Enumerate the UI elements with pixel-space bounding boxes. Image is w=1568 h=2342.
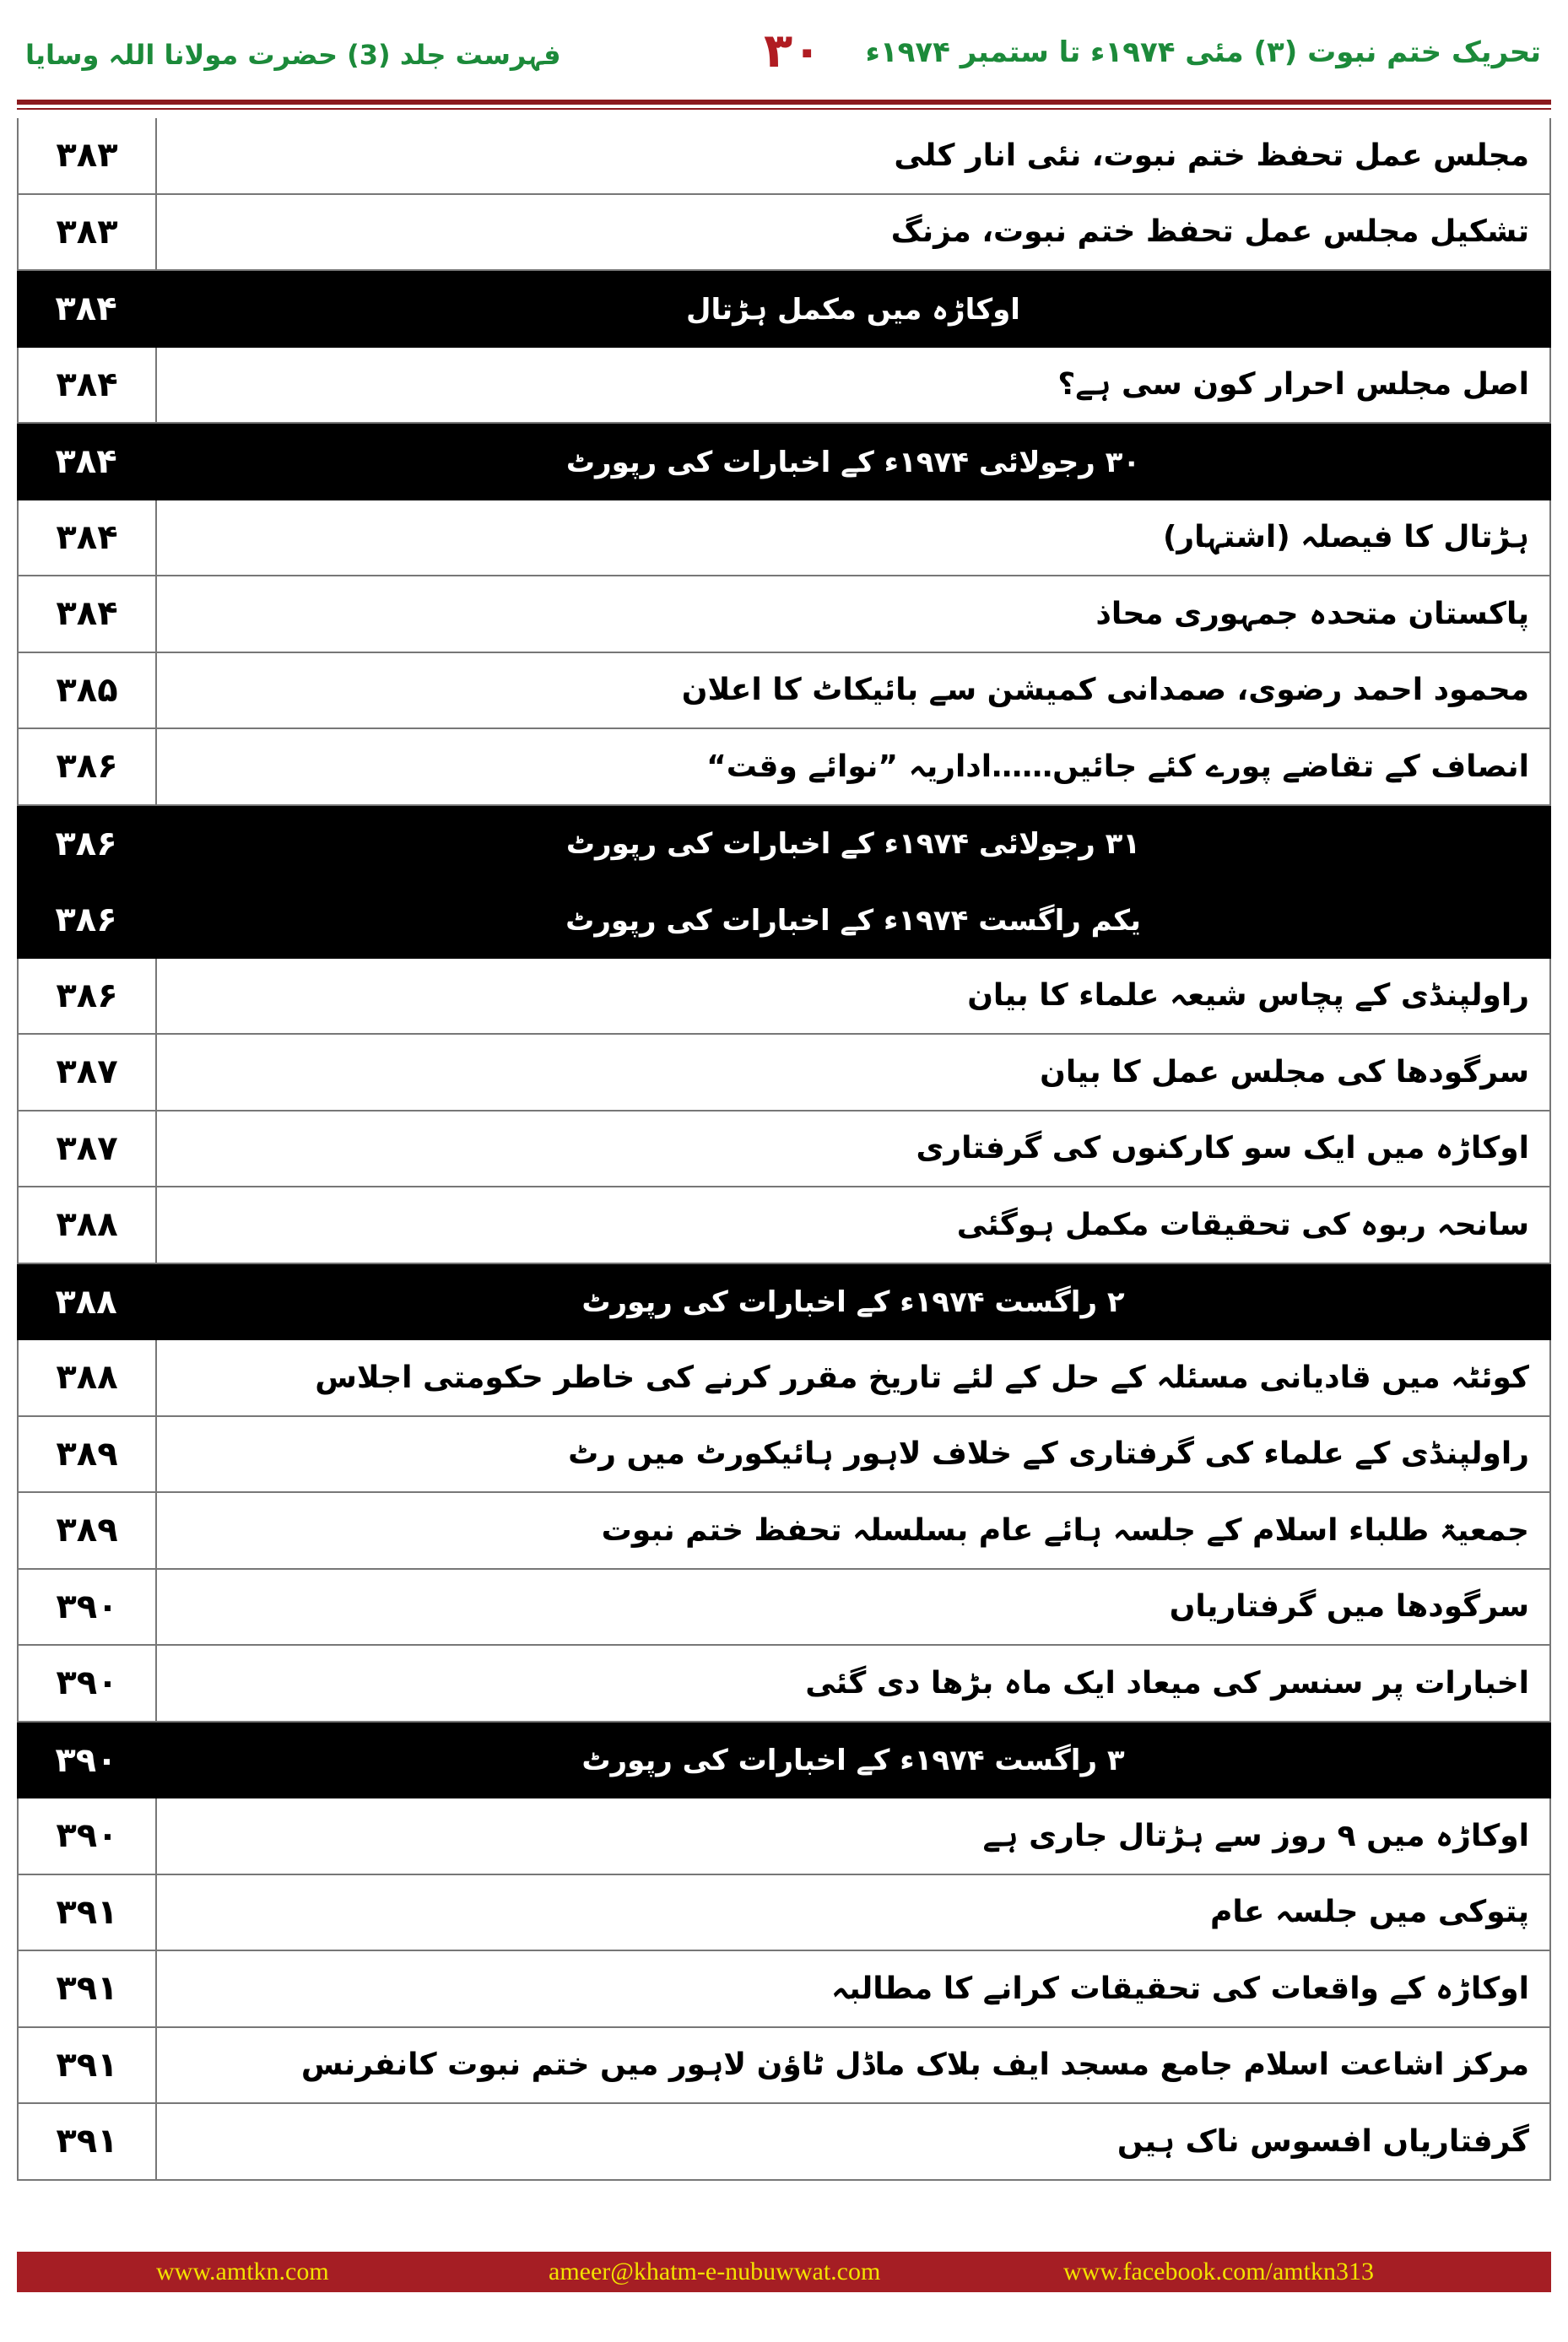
- footer-website-link[interactable]: www.amtkn.com: [156, 2258, 329, 2285]
- toc-row: [17, 1875, 1551, 1952]
- toc-section-heading: [17, 424, 1551, 500]
- toc-page-number: ۳۸۴: [19, 348, 157, 423]
- toc-entry-title: کوئٹہ میں قادیانی مسئلہ کے حل کے لئے تاریخ مقرر کرنے کی خاطر حکومتی اجلاس: [315, 1360, 1529, 1395]
- toc-page-number: ۳۸۴: [55, 442, 117, 482]
- toc-page-number: ۳۸۴: [19, 576, 157, 652]
- toc-entry-title: یکم راگست ۱۹۷۴ء کے اخبارات کی رپورٹ: [565, 903, 1141, 938]
- toc-entry-title: راولپنڈی کے پچاس شیعہ علماء کا بیان: [967, 978, 1529, 1014]
- toc-entry-title: ۳ راگست ۱۹۷۴ء کے اخبارات کی رپورٹ: [581, 1744, 1125, 1778]
- toc-page-number: ۳۸۵: [19, 653, 157, 728]
- toc-page-number: ۳۸۶: [19, 959, 157, 1034]
- toc-row: [17, 1417, 1551, 1494]
- toc-page-number: ۳۸۳: [19, 195, 157, 270]
- toc-page-number: ۳۹۱: [19, 1951, 157, 2026]
- toc-row: [17, 576, 1551, 653]
- toc-page-number: ۳۸۹: [19, 1417, 157, 1492]
- toc-page-number: ۳۸۷: [19, 1035, 157, 1110]
- toc-entry-title: محمود احمد رضوی، صمدانی کمیشن سے بائیکاٹ کا اعلان: [681, 673, 1529, 708]
- toc-page-number: ۳۸۳: [19, 118, 157, 193]
- toc-page-number: ۳۸۶: [19, 729, 157, 804]
- toc-page-number: ۳۹۱: [19, 2104, 157, 2179]
- header-rule-thin: [17, 108, 1551, 110]
- toc-entry-title: راولپنڈی کے علماء کی گرفتاری کے خلاف لاہور ہائیکورٹ میں رٹ: [568, 1436, 1529, 1472]
- toc-page-number: ۳۸۶: [55, 824, 117, 863]
- toc-page-number: ۳۹۰: [19, 1570, 157, 1645]
- toc-entry-title: جمعیۃ طلباء اسلام کے جلسہ ہائے عام بسلسلہ تحفظ ختم نبوت: [601, 1512, 1529, 1548]
- toc-entry-title: پاکستان متحدہ جمہوری محاذ: [1095, 596, 1529, 631]
- toc-entry-title: سرگودھا کی مجلس عمل کا بیان: [1040, 1054, 1529, 1090]
- toc-section-heading: [17, 1264, 1551, 1341]
- toc-section-heading: [17, 271, 1551, 348]
- toc-page-number: ۳۸۷: [19, 1112, 157, 1187]
- toc-page-number: ۳۸۸: [19, 1187, 157, 1263]
- toc-page-number: ۳۸۴: [55, 289, 117, 329]
- toc-section-heading: [17, 806, 1551, 883]
- toc-entry-title: اوکاڑہ کے واقعات کی تحقیقات کرانے کا مطالبہ: [831, 1971, 1529, 2006]
- toc-row: [17, 1187, 1551, 1264]
- toc-row: [17, 1646, 1551, 1723]
- page-footer: [17, 2252, 1551, 2292]
- toc-entry-title: اصل مجلس احرار کون سی ہے؟: [1057, 367, 1529, 403]
- toc-row: [17, 1951, 1551, 2028]
- page-header: [0, 0, 1568, 101]
- toc-page-number: ۳۸۶: [55, 901, 117, 940]
- toc-entry-title: اوکاڑہ میں ایک سو کارکنوں کی گرفتاری: [916, 1131, 1529, 1166]
- toc-row: [17, 1035, 1551, 1112]
- toc-entry-title: انصاف کے تقاضے پورے کئے جائیں……اداریہ ”نوائے وقت“: [706, 749, 1529, 784]
- toc-row: [17, 118, 1551, 195]
- footer-email-link[interactable]: ameer@khatm-e-nubuwwat.com: [549, 2258, 881, 2285]
- toc-entry-title: ہڑتال کا فیصلہ (اشتہار): [1162, 520, 1529, 555]
- book-title: تحریک ختم نبوت (۳) مئی ۱۹۷۴ء تا ستمبر ۱۹۷۴ء: [865, 35, 1541, 69]
- toc-row: [17, 1340, 1551, 1417]
- toc-page-number: ۳۹۰: [55, 1740, 117, 1780]
- toc-entry-title: اوکاڑہ میں ۹ روز سے ہڑتال جاری ہے: [982, 1818, 1529, 1853]
- toc-page-number: ۳۹۰: [19, 1646, 157, 1721]
- toc-page-number: ۳۸۸: [55, 1282, 117, 1322]
- toc-entry-title: سانحہ ربوہ کی تحقیقات مکمل ہوگئی: [956, 1207, 1529, 1242]
- header-rule-thick: [17, 100, 1551, 105]
- toc-row: [17, 1798, 1551, 1875]
- toc-row: [17, 959, 1551, 1036]
- toc-entry-title: مرکز اشاعت اسلام جامع مسجد ایف بلاک ماڈل ٹاؤن لاہور میں ختم نبوت کانفرنس: [300, 2047, 1529, 2083]
- toc-page-number: ۳۸۴: [19, 500, 157, 576]
- toc-row: [17, 500, 1551, 577]
- toc-entry-title: ۲ راگست ۱۹۷۴ء کے اخبارات کی رپورٹ: [581, 1285, 1125, 1320]
- toc-entry-title: ۳۱ رجولائی ۱۹۷۴ء کے اخبارات کی رپورٹ: [565, 827, 1141, 862]
- toc-row: [17, 1493, 1551, 1570]
- toc-entry-title: سرگودھا میں گرفتاریاں: [1169, 1589, 1529, 1625]
- toc-row: [17, 1112, 1551, 1188]
- toc-entry-title: تشکیل مجلس عمل تحفظ ختم نبوت، مزنگ: [890, 214, 1529, 250]
- toc-entry-title: اوکاڑہ میں مکمل ہڑتال: [686, 292, 1020, 327]
- toc-row: [17, 2104, 1551, 2181]
- toc-page-number: ۳۸۸: [19, 1340, 157, 1415]
- toc-row: [17, 1570, 1551, 1647]
- toc-entry-title: پتوکی میں جلسہ عام: [1210, 1895, 1529, 1930]
- toc-page-number: ۳۸۹: [19, 1493, 157, 1568]
- toc-page-number: ۳۹۱: [19, 2028, 157, 2103]
- toc-entry-title: گرفتاریاں افسوس ناک ہیں: [1117, 2123, 1529, 2159]
- toc-section-heading: [17, 1723, 1551, 1799]
- toc-row: [17, 348, 1551, 425]
- toc-entry-title: ۳۰ رجولائی ۱۹۷۴ء کے اخبارات کی رپورٹ: [565, 445, 1141, 479]
- toc-row: [17, 729, 1551, 806]
- toc-section-heading: [17, 882, 1551, 959]
- toc-row: [17, 195, 1551, 272]
- toc-page-number: ۳۹۰: [19, 1798, 157, 1874]
- toc-row: [17, 653, 1551, 730]
- footer-facebook-link[interactable]: www.facebook.com/amtkn313: [1063, 2258, 1374, 2285]
- toc-row: [17, 2028, 1551, 2105]
- toc-entry-title: اخبارات پر سنسر کی میعاد ایک ماہ بڑھا دی گئی: [805, 1665, 1529, 1701]
- toc-entry-title: مجلس عمل تحفظ ختم نبوت، نئی انار کلی: [894, 138, 1529, 173]
- volume-title: فہرست جلد (3) حضرت مولانا اللہ وسایا: [25, 39, 561, 71]
- page-number: ۳۰: [764, 24, 822, 78]
- toc-page-number: ۳۹۱: [19, 1875, 157, 1950]
- table-of-contents: [17, 118, 1551, 2181]
